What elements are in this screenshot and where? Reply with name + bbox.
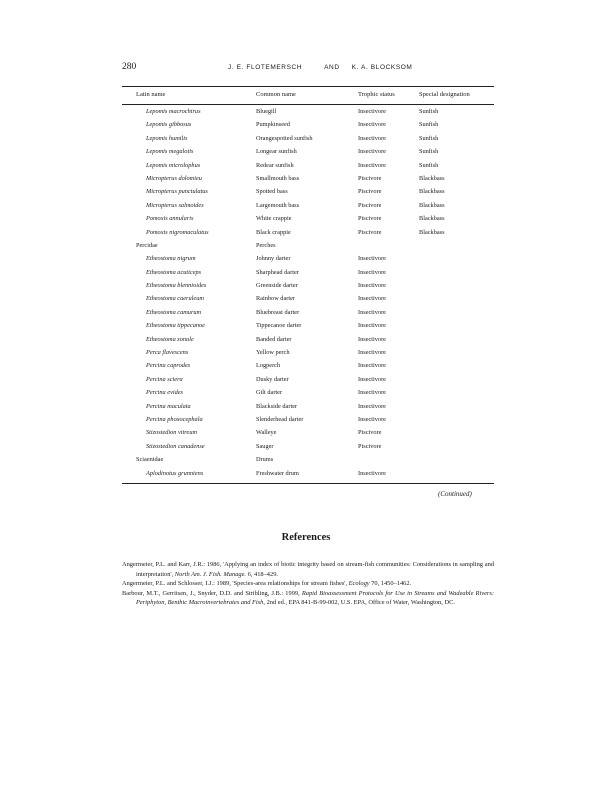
special-designation-cell: Sunfish (419, 108, 439, 115)
latin-name-cell: Stizostedion vitreum (146, 429, 198, 437)
trophic-status-cell: Insectivore (358, 349, 386, 357)
table-row (122, 135, 494, 148)
table-group-row (122, 242, 494, 255)
common-name-cell: Pumpkinseed (256, 121, 290, 129)
latin-name-cell: Lepomis humilis (146, 134, 188, 142)
common-name-cell: Orangespotted sunfish (256, 134, 313, 142)
table-row (122, 429, 494, 442)
table-row (122, 389, 494, 402)
latin-name-cell: Etheostoma blennioides (146, 282, 207, 290)
table-header (122, 87, 494, 104)
table-row (122, 309, 494, 322)
latin-name-cell: Percina sciera (146, 375, 183, 383)
trophic-status-cell: Insectivore (358, 308, 386, 316)
table-row (122, 322, 494, 335)
reference-entry: Angermeier, P.L. and Schlosser, I.J.: 1989, 'Species-area relationships for stream fishes', Ecology 70, 1450–1462. (122, 580, 412, 588)
trophic-status-cell: Insectivore (358, 108, 386, 115)
trophic-status-cell: Insectivore (358, 335, 386, 343)
special-designation-cell: Sunfish (419, 134, 439, 142)
special-designation-cell: Blackbass (419, 201, 445, 209)
trophic-status-cell: Insectivore (358, 402, 386, 410)
common-name-cell: Logperch (256, 362, 281, 370)
trophic-status-cell: Piscivore (358, 442, 382, 450)
common-name-cell: Bluebreast darter (256, 308, 300, 316)
latin-name-cell: Lepomis macrochirus (146, 108, 201, 115)
trophic-status-cell: Insectivore (358, 161, 386, 169)
latin-name-cell: Lepomis microlophus (146, 161, 201, 169)
latin-name-cell: Perca flavescens (146, 349, 189, 357)
common-name-cell: Rainbow darter (256, 295, 295, 303)
latin-name-cell: Etheostoma caeruleum (146, 295, 204, 303)
table-row (122, 376, 494, 389)
trophic-status-cell: Piscivore (358, 429, 382, 437)
common-name-cell: Bluegill (256, 108, 277, 115)
reference-entry: Barbour, M.T., Gerritsen, J., Snyder, D.D. and Stribling, J.B.: 1999, Rapid Bioassessment Protocols for Use in Streams and Wadeable Rivers: Periphyton, Benthic Macroinvertebrates and Fish, 2nd ed., EPA 841-B-99-002, U.S. EPA, Office of Water, Washington, DC. (122, 589, 495, 607)
common-name-cell: Longear sunfish (256, 148, 297, 156)
table-bottom-rule (122, 483, 494, 484)
common-name-cell: Freshwater drum (256, 469, 299, 477)
trophic-status-cell: Insectivore (358, 415, 386, 423)
table-row (122, 403, 494, 416)
trophic-status-cell: Piscivore (358, 215, 382, 223)
common-name-cell: Spotted bass (256, 188, 288, 196)
table-row (122, 188, 494, 201)
table-row (122, 416, 494, 429)
table-row (122, 295, 494, 308)
latin-name-cell: Percina maculata (146, 402, 191, 410)
trophic-status-cell: Piscivore (358, 174, 382, 182)
references-heading: References (281, 532, 331, 543)
trophic-status-cell: Insectivore (358, 268, 386, 276)
latin-name-cell: Percidae (136, 241, 158, 249)
table-row (122, 162, 494, 175)
trophic-status-cell: Insectivore (358, 134, 386, 142)
references-list (122, 560, 494, 608)
table-row (122, 108, 494, 121)
table-group-row (122, 456, 494, 469)
table-row (122, 229, 494, 242)
common-name-cell: Gilt darter (256, 389, 283, 397)
reference-entry: Angermeier, P.L. and Karr, J.R.: 1986, 'Applying an index of biotic integrity based on stream-fish communities: Considerations in sampling and interpretation', North Am. J. Fish. Manage. 6, 418–429. (122, 561, 494, 578)
latin-name-cell: Etheostoma camurum (146, 308, 202, 316)
table-row (122, 443, 494, 456)
latin-name-cell: Micropterus dolomieu (146, 174, 202, 182)
trophic-status-cell: Insectivore (358, 121, 386, 129)
latin-name-cell: Stizostedion canadense (146, 442, 205, 450)
latin-name-cell: Sciaenidae (136, 456, 164, 464)
table-body (122, 105, 494, 483)
column-header-trophic: Trophic status (358, 91, 395, 98)
latin-name-cell: Percina caprodes (146, 362, 191, 370)
author-1: J. E. FLOTEMERSCH (228, 64, 303, 71)
table-row (122, 470, 494, 483)
common-name-cell: Smallmouth bass (256, 174, 300, 182)
special-designation-cell: Sunfish (419, 121, 439, 129)
common-name-cell: White crappie (256, 215, 292, 223)
latin-name-cell: Micropterus punctulatus (146, 188, 208, 196)
reference-title: North Am. J. Fish. Manage. (174, 570, 247, 578)
latin-name-cell: Etheostoma tippecanoe (146, 322, 205, 330)
latin-name-cell: Lepomis megalotis (146, 148, 194, 156)
common-name-cell: Yellow perch (256, 349, 290, 357)
latin-name-cell: Pomoxis annularis (146, 215, 194, 223)
common-name-cell: Sharphead darter (256, 268, 299, 276)
table-row (122, 215, 494, 228)
trophic-status-cell: Insectivore (358, 148, 386, 156)
latin-name-cell: Lepomis gibbosus (146, 121, 192, 129)
table-continued-note: (Continued) (438, 490, 472, 498)
common-name-cell: Tippecanoe darter (256, 322, 302, 330)
table-row (122, 148, 494, 161)
table-row (122, 202, 494, 215)
common-name-cell: Sauger (256, 442, 274, 450)
common-name-cell: Walleye (256, 429, 277, 437)
trophic-status-cell: Insectivore (358, 295, 386, 303)
table-row (122, 269, 494, 282)
species-table (122, 86, 494, 484)
table-row (122, 349, 494, 362)
latin-name-cell: Percina evides (146, 389, 184, 397)
latin-name-cell: Micropterus salmoides (146, 201, 204, 209)
column-header-latin: Latin name (136, 91, 166, 98)
latin-name-cell: Etheostoma zonale (146, 335, 194, 343)
latin-name-cell: Percina phoxocephala (146, 415, 203, 423)
author-conjunction: AND (324, 64, 340, 71)
special-designation-cell: Sunfish (419, 148, 439, 156)
common-name-cell: Slenderhead darter (256, 415, 304, 423)
author-2: K. A. BLOCKSOM (351, 64, 413, 71)
common-name-cell: Drums (256, 456, 274, 464)
common-name-cell: Johnny darter (256, 255, 291, 263)
common-name-cell: Perches (256, 241, 276, 249)
common-name-cell: Banded darter (256, 335, 292, 343)
column-header-special: Special designation (419, 91, 470, 98)
special-designation-cell: Blackbass (419, 188, 445, 196)
special-designation-cell: Blackbass (419, 215, 445, 223)
trophic-status-cell: Insectivore (358, 469, 386, 477)
common-name-cell: Dusky darter (256, 375, 289, 383)
trophic-status-cell: Piscivore (358, 188, 382, 196)
table-row (122, 336, 494, 349)
running-header (228, 64, 412, 71)
trophic-status-cell: Piscivore (358, 228, 382, 236)
special-designation-cell: Blackbass (419, 228, 445, 236)
column-header-common: Common name (256, 91, 296, 98)
page-number: 280 (122, 62, 137, 72)
latin-name-cell: Aplodinotus grunniens (146, 469, 204, 477)
reference-title: Rapid Bioassessment Protocols for Use in Streams and Wadeable Rivers: Periphyton, Benthic Macroinvertebrates and Fish (136, 589, 495, 607)
common-name-cell: Greenside darter (256, 282, 298, 290)
trophic-status-cell: Insectivore (358, 375, 386, 383)
table-row (122, 175, 494, 188)
latin-name-cell: Pomoxis nigromaculatus (146, 228, 209, 236)
common-name-cell: Redear sunfish (256, 161, 294, 169)
trophic-status-cell: Insectivore (358, 322, 386, 330)
trophic-status-cell: Insectivore (358, 362, 386, 370)
reference-title: Ecology (348, 580, 370, 588)
common-name-cell: Blackside darter (256, 402, 298, 410)
table-row (122, 121, 494, 134)
table-row (122, 255, 494, 268)
latin-name-cell: Etheostoma acuticeps (146, 268, 202, 276)
common-name-cell: Largemouth bass (256, 201, 300, 209)
special-designation-cell: Sunfish (419, 161, 439, 169)
trophic-status-cell: Piscivore (358, 201, 382, 209)
table-row (122, 282, 494, 295)
table-row (122, 362, 494, 375)
common-name-cell: Black crappie (256, 228, 291, 236)
trophic-status-cell: Insectivore (358, 282, 386, 290)
trophic-status-cell: Insectivore (358, 389, 386, 397)
trophic-status-cell: Insectivore (358, 255, 386, 263)
latin-name-cell: Etheostoma nigrum (146, 255, 196, 263)
special-designation-cell: Blackbass (419, 174, 445, 182)
